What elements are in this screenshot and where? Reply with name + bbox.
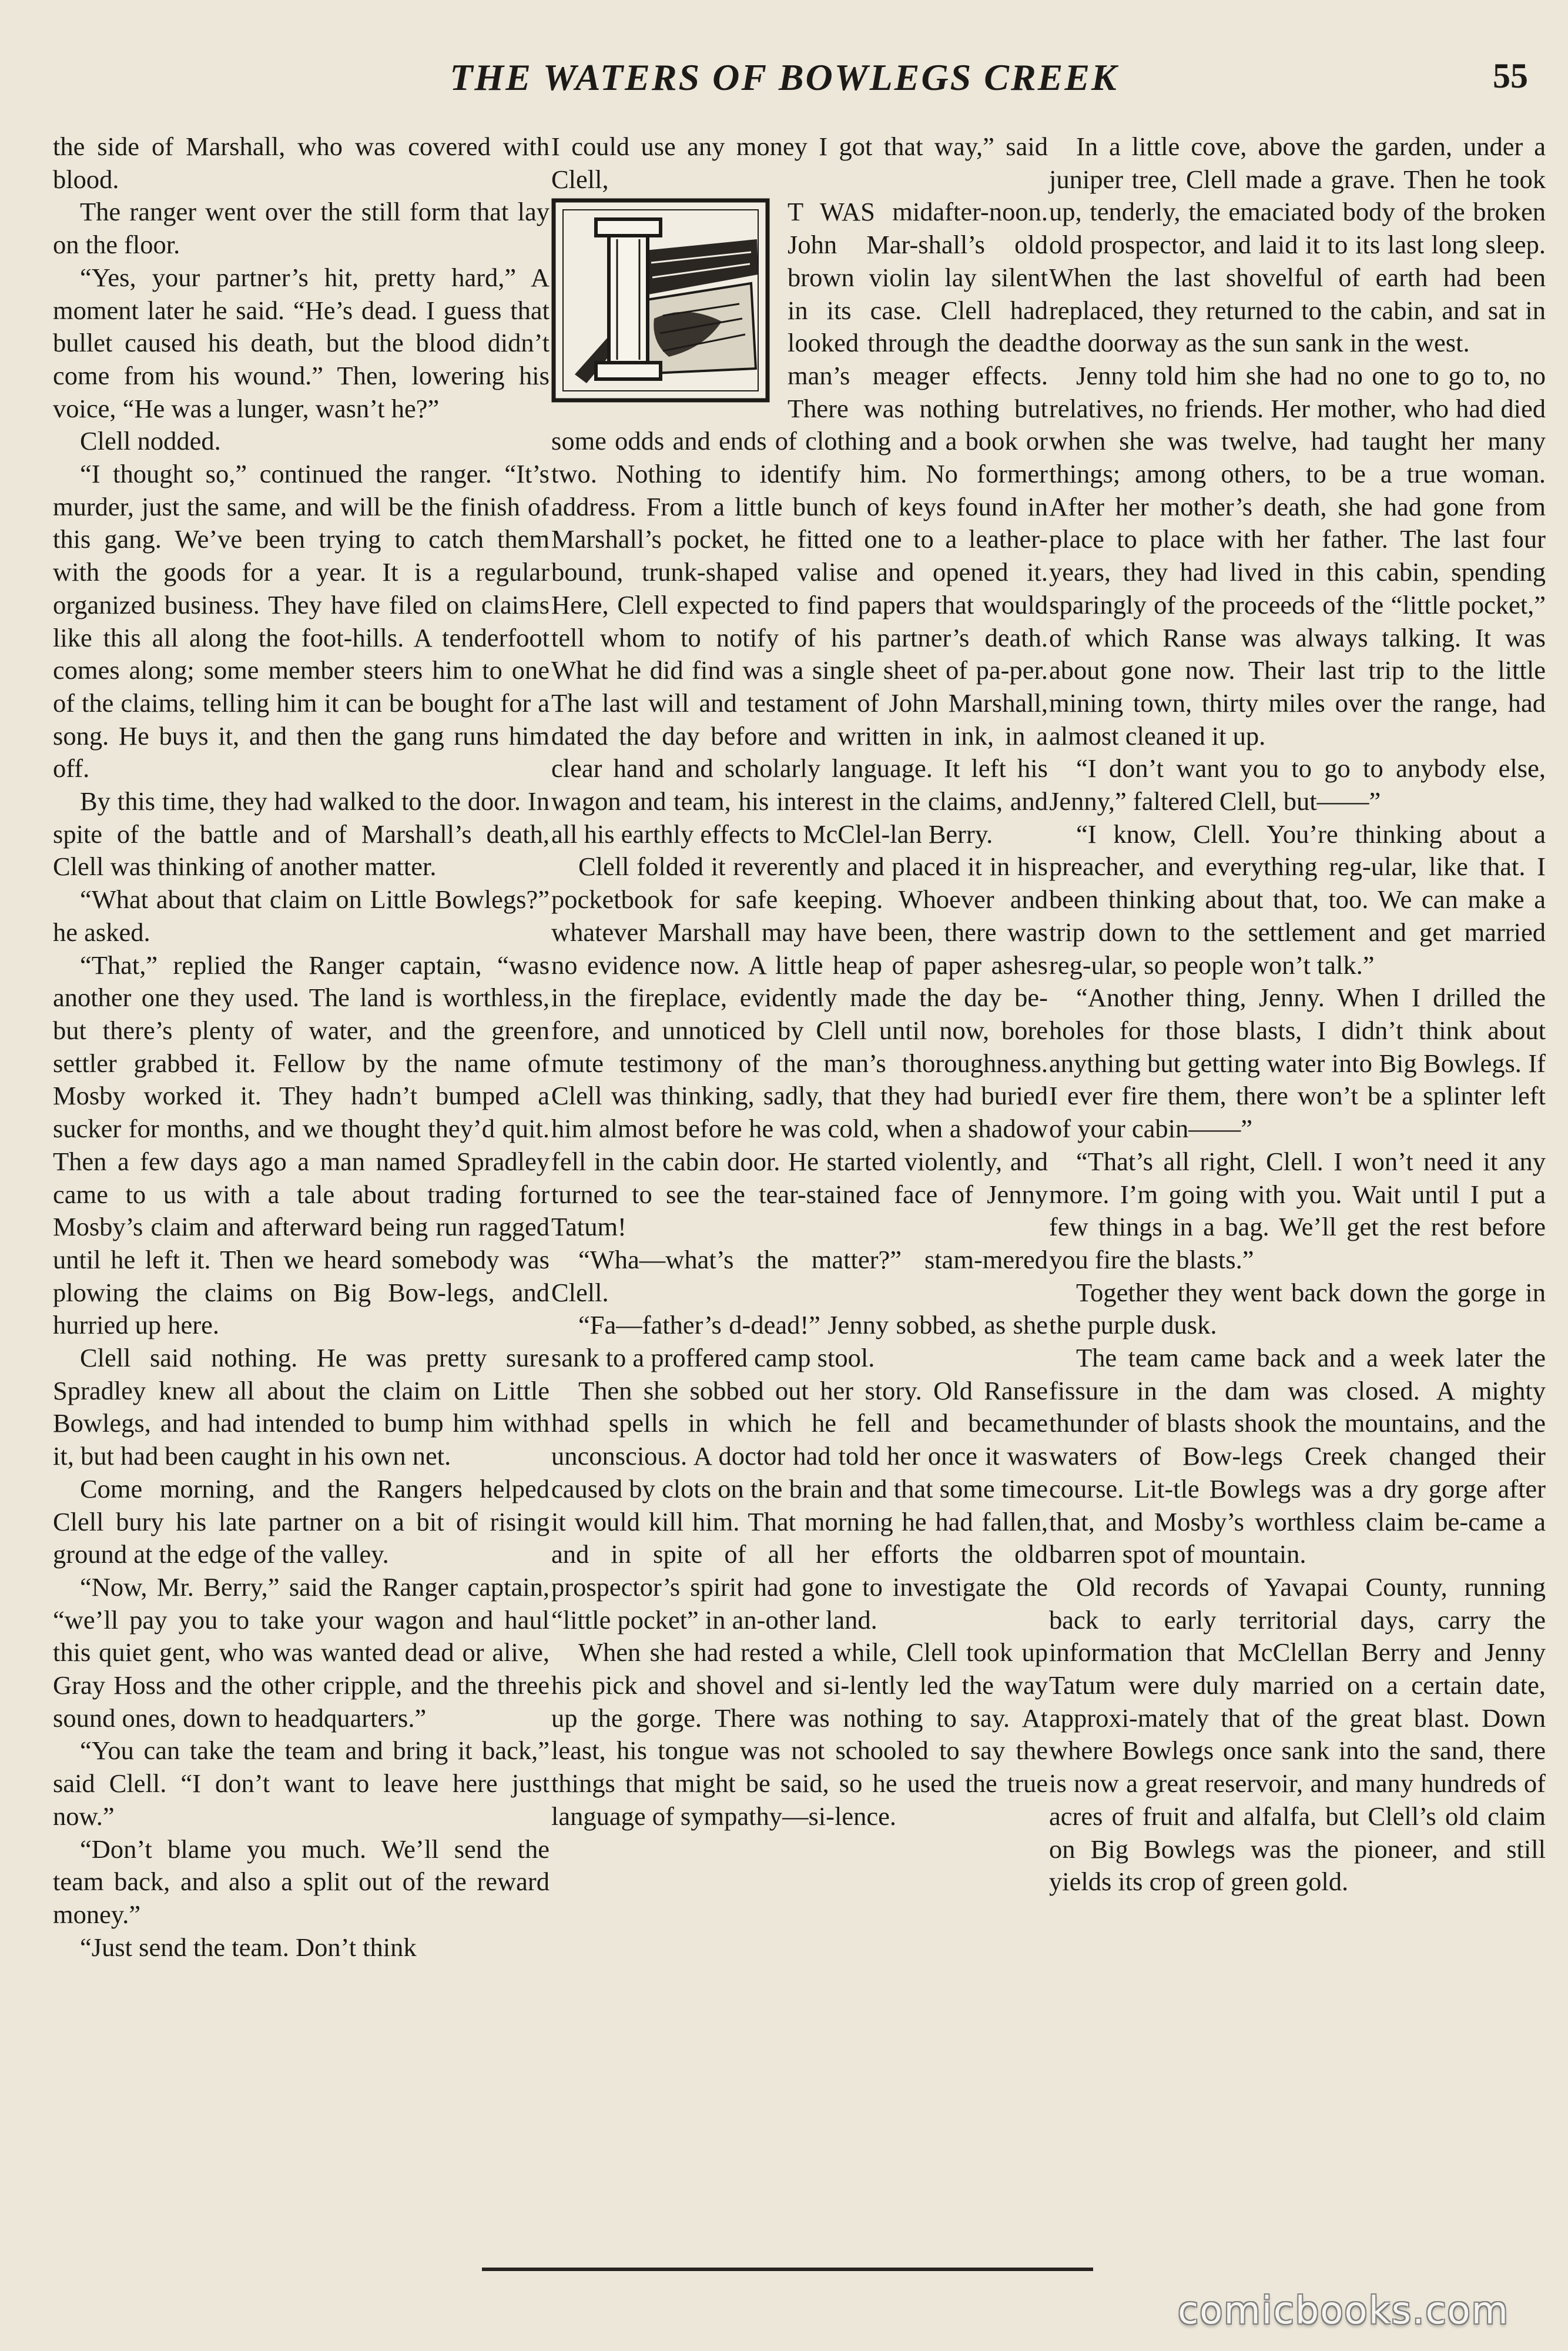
paragraph-text: Clell folded it reverently and placed it in his pocketbook for safe keeping. Whoever and whatever Marshall may have been, there was no evidence now. A little heap of paper ashes in the fireplace, evidently made the day be-fore, and unnoticed by Clell until now, bore mute testimony of the man’s thoroughness. Clell was thinking, sadly, that they had buried him almost before he was cold, when a shadow fell in the cabin door. He started violently, and turned to see the tear-stained face of Jenny Tatum! [551,852,1048,1242]
paragraph [53,1931,550,1964]
paragraph [1049,1571,1546,1898]
paragraph-text: Clell nodded. [80,426,221,456]
end-rule [482,2268,1093,2271]
paragraph [53,1473,550,1571]
paragraph-text: “I don’t want you to go to anybody else, Jenny,” faltered Clell, but——” [1049,753,1546,816]
paragraph-text: “Just send the team. Don’t think [80,1932,417,1962]
paragraph-text: “Wha—what’s the matter?” stam-mered Clell. [551,1244,1048,1307]
paragraph-text: I could use any money I got that way,” said Clell, [551,132,1048,194]
illuminated-initial-icon [551,198,770,403]
paragraph [551,1309,1048,1374]
paragraph [551,850,1048,1243]
paragraph-text: “Yes, your partner’s hit, pretty hard,” A moment later he said. “He’s dead. I guess that bullet caused his death, but the blood didn’t come from his wound.” Then, lowering his voice, “He was a lunger, wasn’t he?” [53,262,550,423]
paragraph-text: Clell said nothing. He was pretty sure Spradley knew all about the claim on Little Bowlegs, and had intended to bump him with it, but had been caught in his own net. [53,1343,550,1471]
paragraph [53,130,550,196]
paragraph-text: “I know, Clell. You’re thinking about a preacher, and everything reg-ular, like that. I been thinking about that, too. We can make a trip down to the settlement and get married reg-ular, so people won’t talk.” [1049,819,1546,980]
paragraph-text: When she had rested a while, Clell took up his pick and shovel and si-lently led the way up the gorge. There was nothing to say. At least, his tongue was not schooled to say the things that might be said, so he used the true language of sympathy—si-lence. [551,1637,1048,1831]
paragraph [53,196,550,261]
paragraph [551,1636,1048,1833]
text-column-2 [551,130,1048,1833]
paragraph [551,1244,1048,1309]
paragraph-text: The team came back and a week later the fissure in the dam was closed. A mighty thunder of blasts shook the mountains, and the waters of Bow-legs Creek changed their course. Lit-tle Bowlegs was a dry gorge after that, and Mosby’s worthless claim be-came a barren spot of mountain. [1049,1343,1546,1569]
text-column-3 [1049,130,1546,1898]
paragraph [1049,130,1546,360]
paragraph [53,425,550,458]
watermark: comicbooks.com [1177,2289,1509,2333]
paragraph-text: The ranger went over the still form that lay on the floor. [53,197,550,260]
paragraph [1049,360,1546,752]
paragraph-text: Old records of Yavapai County, running back to early territorial days, carry the information that McClellan Berry and Jenny Tatum were duly married on a certain date, approxi-mately that of the great blast. Down where Bowlegs once sank into the sand, there is now a great reservoir, and many hundreds of acres of fruit and alfalfa, but Clell’s old claim on Big Bowlegs was the pioneer, and still yields its crop of green gold. [1049,1572,1546,1897]
paragraph-text: “I thought so,” continued the ranger. “It’s murder, just the same, and will be the finish of this gang. We’ve been trying to catch them with the goods for a year. It is a regular organized business. They have filed on claims like this all along the foot-hills. A tenderfoot comes along; some member steers him to one of the claims, telling him it can be bought for a song. He buys it, and then the gang runs him off. [53,459,550,783]
paragraph-text: “Now, Mr. Berry,” said the Ranger captain, “we’ll pay you to take your wagon and haul this quiet gent, who was wanted dead or alive, Gray Hoss and the other cripple, and the three sound ones, down to headquarters.” [53,1572,550,1733]
paragraph [53,1734,550,1833]
paragraph-text: Then she sobbed out her story. Old Ranse had spells in which he fell and became unconscious. A doctor had told her once it was caused by clots on the brain and that some time it would kill him. That morning he had fallen, and in spite of all her efforts the old prospector’s spirit had gone to investigate the “little pocket” in an-other land. [551,1375,1048,1635]
paragraph [53,785,550,883]
page-number: 55 [1493,56,1528,95]
paragraph [53,883,550,949]
paragraph-text: “That’s all right, Clell. I won’t need it any more. I’m going with you. Wait until I put a few things in a bag. We’ll get the rest before you fire the blasts.” [1049,1146,1546,1274]
paragraph-text: “What about that claim on Little Bowlegs?” he asked. [53,885,550,947]
paragraph [53,458,550,785]
text-column-1 [53,130,550,1964]
paragraph [53,1833,550,1931]
paragraph [1049,982,1546,1146]
paragraph [53,262,550,426]
paragraph-text: “Fa—father’s d-dead!” Jenny sobbed, as she sank to a proffered camp stool. [551,1310,1048,1373]
paragraph-text: the side of Marshall, who was covered with blood. [53,132,550,194]
paragraph-text: By this time, they had walked to the door. In spite of the battle and of Marshall’s death, Clell was thinking of another matter. [53,786,550,882]
paragraph-text: Jenny told him she had no one to go to, no relatives, no friends. Her mother, who had died when she was twelve, had taught her many things; among others, to be a true woman. After her mother’s death, she had gone from place to place with her father. The last four years, they had lived in this cabin, spending sparingly of the proceeds of the “little pocket,” of which Ranse was always talking. It was about gone now. Their last trip to the little mining town, thirty miles over the range, had almost cleaned it up. [1049,360,1546,751]
paragraph-text: “You can take the team and bring it back,” said Clell. “I don’t want to leave here just now.” [53,1736,550,1831]
paragraph [1049,1146,1546,1277]
paragraph-text: “Another thing, Jenny. When I drilled the holes for those blasts, I didn’t think about anything but getting water into Big Bowlegs. If I ever fire them, there won’t be a splinter left of your cabin——” [1049,983,1546,1144]
paragraph [1049,1277,1546,1342]
page-header [0,56,1568,112]
paragraph-text: Come morning, and the Rangers helped Clell bury his late partner on a bit of rising ground at the edge of the valley. [53,1473,550,1569]
paragraph [1049,752,1546,818]
paragraph [551,196,1048,850]
paragraph [1049,818,1546,982]
paragraph-text: T WAS midafter-noon. John Mar-shall’s old brown violin lay silent in its case. Clell had looked through the dead man’s meager effects. There was nothing but some odds and ends of clothing and a book or two. Nothing to identify him. No former address. From a little bunch of keys found in Marshall’s pocket, he fitted one to a leather-bound, trunk-shaped valise and opened it. Here, Clell expected to find papers that would tell whom to notify of his partner’s death. What he did find was a single sheet of pa-per. The last will and testament of John Marshall, dated the day before and written in ink, in a clear hand and scholarly language. It left his wagon and team, his interest in the claims, and all his earthly effects to McClel-lan Berry. [551,197,1048,849]
paragraph [551,1375,1048,1637]
running-title: THE WATERS OF BOWLEGS CREEK [450,56,1118,98]
paragraph-text: “Don’t blame you much. We’ll send the team back, and also a split out of the reward money.” [53,1834,550,1929]
paragraph-text: “That,” replied the Ranger captain, “was another one they used. The land is worthless, but there’s plenty of water, and the green settler grabbed it. Fellow by the name of Mosby worked it. They hadn’t bumped a sucker for months, and we thought they’d quit. Then a few days ago a man named Spradley came to us with a tale about trading for Mosby’s claim and afterward being run ragged until he left it. Then we heard somebody was plowing the claims on Big Bow-legs, and hurried up here. [53,950,550,1340]
paragraph [551,130,1048,196]
paragraph [1049,1342,1546,1571]
paragraph-text: In a little cove, above the garden, under a juniper tree, Clell made a grave. Then he took up, tenderly, the emaciated body of the broken old prospector, and laid it to its last long sleep. When the last shovelful of earth had been replaced, they returned to the cabin, and sat in the doorway as the sun sank in the west. [1049,132,1546,358]
paragraph [53,949,550,1342]
paragraph-text: Together they went back down the gorge in the purple dusk. [1049,1277,1546,1340]
paragraph [53,1571,550,1735]
paragraph [53,1342,550,1473]
